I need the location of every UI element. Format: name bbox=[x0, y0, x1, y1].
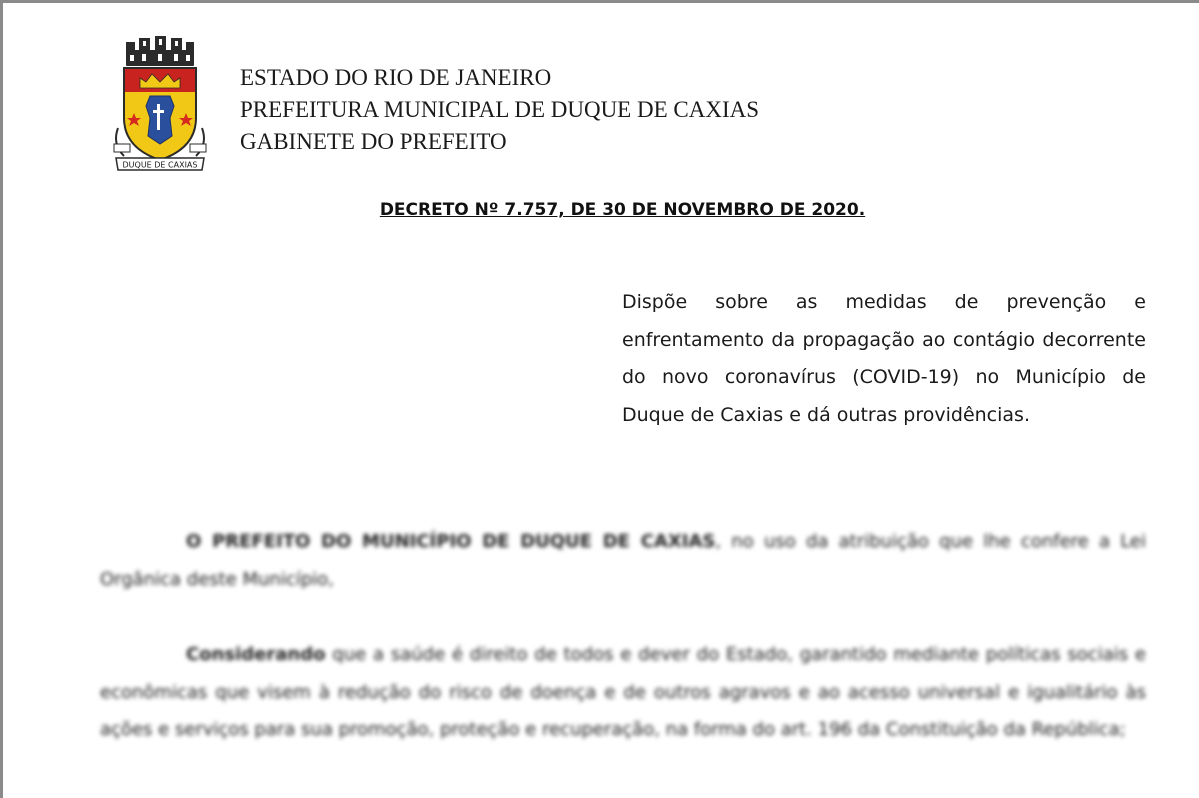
considerando-text: que a saúde é direito de todos e dever do Estado, garantido mediante políticas sociais e econômicas que visem à redução do risco de doença e de outros agravos e ao acesso universal e igualitário às ações e serviços para sua promoção, proteção e recuperação, na forma do art. 196 da Constituição da República; bbox=[100, 644, 1146, 740]
shield-chief bbox=[125, 69, 195, 92]
page-frame-left bbox=[0, 0, 3, 798]
header-municipality: PREFEITURA MUNICIPAL DE DUQUE DE CAXIAS bbox=[240, 97, 760, 122]
page-frame-top bbox=[0, 0, 1199, 3]
coat-of-arms-icon bbox=[110, 36, 210, 174]
preamble-text: , no uso da atribuição que lhe confere a Lei Orgânica deste Município, bbox=[100, 531, 1146, 590]
considerando-bold: Considerando bbox=[186, 644, 326, 665]
header-office: GABINETE DO PREFEITO bbox=[240, 129, 507, 154]
header-state: ESTADO DO RIO DE JANEIRO bbox=[240, 65, 552, 90]
decree-title: DECRETO Nº 7.757, DE 30 DE NOVEMBRO DE 2020. bbox=[379, 200, 866, 220]
document-header bbox=[240, 62, 759, 158]
decree-ementa: Dispõe sobre as medidas de prevenção e enfrentamento da propagação ao contágio decorrente do novo coronavírus (COVID-19) no Município de Duque de Caxias e dá outras providências. bbox=[622, 291, 1146, 426]
preamble-bold: O PREFEITO DO MUNICÍPIO DE DUQUE DE CAXIAS bbox=[186, 531, 716, 552]
coat-banner-text: DUQUE DE CAXIAS bbox=[122, 160, 198, 170]
paragraph-considerando bbox=[100, 636, 1146, 749]
paragraph-preamble bbox=[100, 523, 1146, 598]
